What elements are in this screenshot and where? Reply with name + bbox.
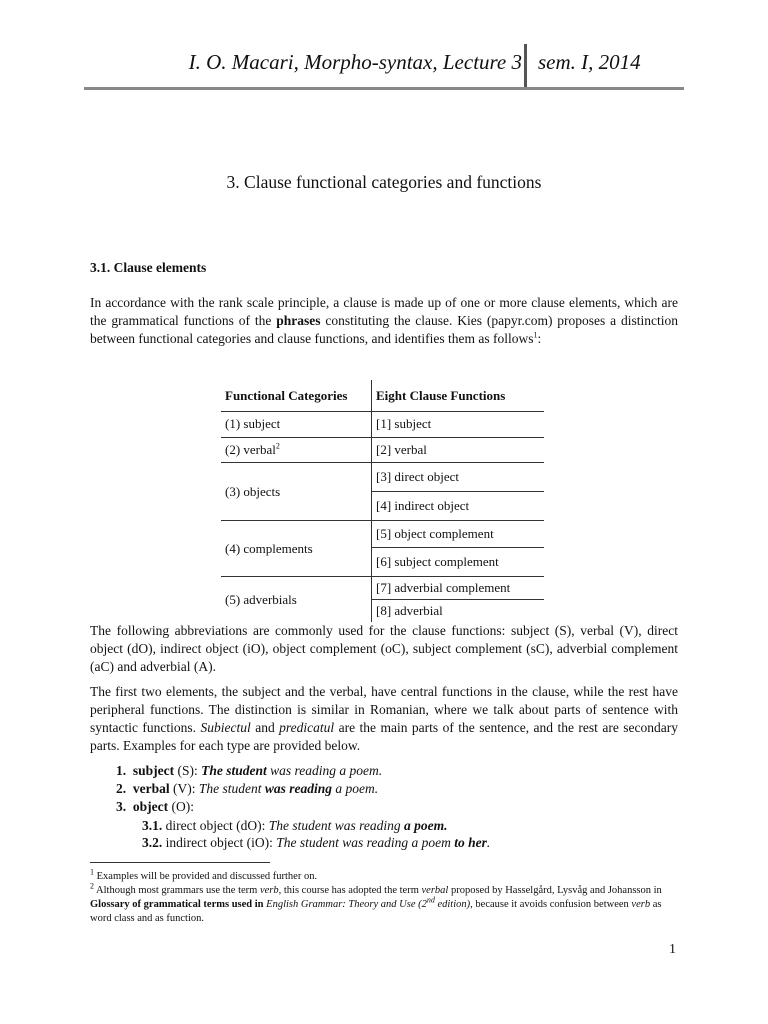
example-item: 2. verbal (V): The student was reading a poem.: [116, 781, 379, 796]
footnote-2: $^2$ Although most grammars use the term verb, this course has adopted the term verbal proposed by Hasselgård, Lysvåg and Johansson in Glossary of grammatical terms used in English Grammar: Theory and Use (2nd edition), because it avoids confusion between verb as word class and as function.: [90, 881, 662, 924]
table-cell-category: (4) complements: [221, 521, 372, 577]
table-cell-function: [5] object complement: [372, 521, 545, 548]
example-item: 1. subject (S): The student was reading a poem.: [116, 763, 383, 778]
table-cell-function: [6] subject complement: [372, 548, 545, 577]
abbreviations-paragraph: The following abbreviations are commonly used for the clause functions: subject (S), verbal (V), direct object (dO), indirect object (iO), object complement (oC), subject complement (sC), adverbial complement (aC) and adverbial (A).: [90, 623, 678, 674]
table-cell-category: (2) verbal$^2$: [221, 437, 372, 463]
footnote-1: $^1$ Examples will be provided and discussed further on.: [90, 867, 318, 882]
intro-paragraph: In accordance with the rank scale principle, a clause is made up of one or more clause elements, which are the grammatical functions of the phrases constituting the clause. Kies (papyr.com) proposes a distinction between functional categories and clause functions, and identifies them as follows$^1$:: [90, 295, 678, 346]
table-cell-function: [2] verbal: [372, 437, 545, 463]
table-header-categories: Functional Categories: [225, 387, 348, 403]
table-cell-function: [4] indirect object: [372, 492, 545, 521]
header-right: sem. I, 2014: [538, 50, 641, 74]
clause-functions-table: [221, 380, 544, 622]
footnote-rule: [90, 862, 270, 863]
header-rule: [84, 87, 684, 90]
header-separator: [524, 44, 527, 88]
page-title: 3. Clause functional categories and functions: [226, 172, 542, 192]
table-cell-category: (5) adverbials: [221, 577, 372, 623]
central-functions-paragraph: The first two elements, the subject and the verbal, have central functions in the clause, while the rest have peripheral functions. The distinction is similar in Romanian, where we talk about parts of sentence with syntactic functions. Subiectul and predicatul are the main parts of the sentence, and the rest are secondary parts. Examples for each type are provided below.: [90, 684, 678, 753]
example-item: 3. object (O):: [116, 799, 194, 814]
page-number: 1: [669, 942, 676, 957]
example-subitem: 3.2. indirect object (iO): The student was reading a poem to her.: [142, 835, 491, 850]
table-cell-function: [8] adverbial: [372, 600, 545, 623]
table-cell-function: [3] direct object: [372, 463, 545, 492]
table-cell-function: [1] subject: [372, 412, 545, 438]
example-subitem: 3.1. direct object (dO): The student was reading a poem.: [142, 818, 448, 833]
table-cell-function: [7] adverbial complement: [372, 577, 545, 600]
header-left: I. O. Macari, Morpho-syntax, Lecture 3: [188, 50, 522, 74]
section-heading: 3.1. Clause elements: [90, 260, 207, 275]
table-header-functions: Eight Clause Functions: [372, 380, 545, 412]
table-cell-category: (3) objects: [221, 463, 372, 521]
table-cell-category: (1) subject: [221, 412, 372, 438]
